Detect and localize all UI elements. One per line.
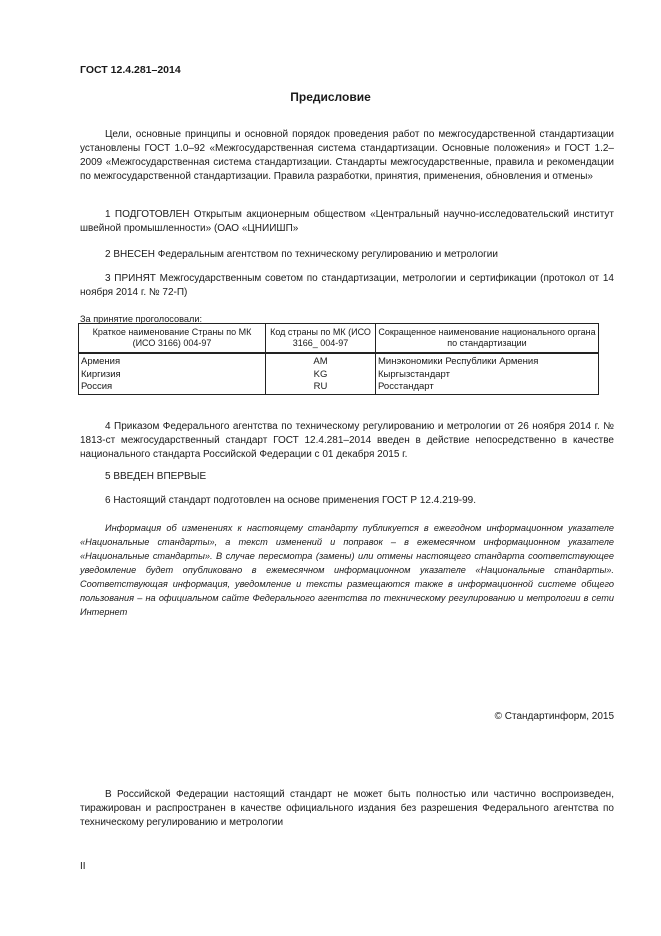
table-row bbox=[79, 369, 599, 382]
item-adopted: 3 ПРИНЯТ Межгосударственным советом по стандартизации, метрологии и сертификации (протокол от 14 ноября 2014 г. № 72-П) bbox=[80, 273, 614, 298]
cell-code: AM bbox=[266, 353, 376, 369]
cell-code: KG bbox=[266, 369, 376, 382]
page-number: II bbox=[80, 861, 86, 872]
vote-table-header-row bbox=[79, 324, 599, 354]
page-title: Предисловие bbox=[290, 90, 371, 104]
item-enacted: 4 Приказом Федерального агентства по техническому регулированию и метрологии от 26 ноября 2014 г. № 1813-ст межгосударственный стандарт ГОСТ 12.4.281–2014 введен в действие непосредственно в качестве национального стандарта Российской Федерации с 01 декабря 2015 г. bbox=[80, 421, 614, 460]
copyright: © Стандартинформ, 2015 bbox=[494, 711, 614, 722]
cell-country: Россия bbox=[79, 381, 266, 394]
document-code: ГОСТ 12.4.281–2014 bbox=[80, 64, 181, 76]
item-first-introduced: 5 ВВЕДЕН ВПЕРВЫЕ bbox=[105, 471, 207, 482]
cell-body: Росстандарт bbox=[376, 381, 599, 394]
header-body: Сокращенное наименование национального органа по стандартизации bbox=[376, 324, 599, 354]
cell-body: Минэкономики Республики Армения bbox=[376, 353, 599, 369]
vote-table bbox=[78, 323, 599, 395]
item-prepared: 1 ПОДГОТОВЛЕН Открытым акционерным обществом «Центральный научно-исследовательский институт швейной промышленности» (ОАО «ЦНИИШП» bbox=[80, 209, 614, 234]
cell-code: RU bbox=[266, 381, 376, 394]
cell-body: Кыргызстандарт bbox=[376, 369, 599, 382]
vote-table-caption: За принятие проголосовали: bbox=[80, 314, 203, 324]
item-based-on: 6 Настоящий стандарт подготовлен на основе применения ГОСТ Р 12.4.219-99. bbox=[105, 495, 477, 506]
cell-country: Армения bbox=[79, 353, 266, 369]
intro-paragraph: Цели, основные принципы и основной порядок проведения работ по межгосударственной стандартизации установлены ГОСТ 1.0–92 «Межгосударственная система стандартизации. Основные положения» и ГОСТ 1.2–2009 «Межгосударственная система стандартизации. Стандарты межгосударственные, правила и рекомендации по межгосударственной стандартизации. Правила разработки, принятия, применения, обновления и отмены» bbox=[80, 129, 614, 182]
changes-info-note: Информация об изменениях к настоящему стандарту публикуется в ежегодном информационном указателе «Национальные стандарты», а текст изменений и поправок – в ежемесячном информационном указателе «Национальные стандарты». В случае пересмотра (замены) или отмены настоящего стандарта соответствующее уведомление будет опубликовано в ежемесячном информационном указателе «Национальные стандарты». Соответствующая информация, уведомление и тексты размещаются также в информационной системе общего пользования – на официальном сайте Федерального агентства по техническому регулированию и метрологии в сети Интернет bbox=[80, 523, 614, 617]
table-row bbox=[79, 353, 599, 369]
table-row bbox=[79, 381, 599, 394]
cell-country: Киргизия bbox=[79, 369, 266, 382]
item-submitted: 2 ВНЕСЕН Федеральным агентством по техническому регулированию и метрологии bbox=[105, 249, 498, 260]
rights-notice: В Российской Федерации настоящий стандарт не может быть полностью или частично воспроизведен, тиражирован и распространен в качестве официального издания без разрешения Федерального агентства по техническому регулированию и метрологии bbox=[80, 789, 614, 828]
header-country: Краткое наименование Страны по МК (ИСО 3166) 004-97 bbox=[79, 324, 266, 354]
header-code: Код страны по МК (ИСО 3166_ 004-97 bbox=[266, 324, 376, 354]
